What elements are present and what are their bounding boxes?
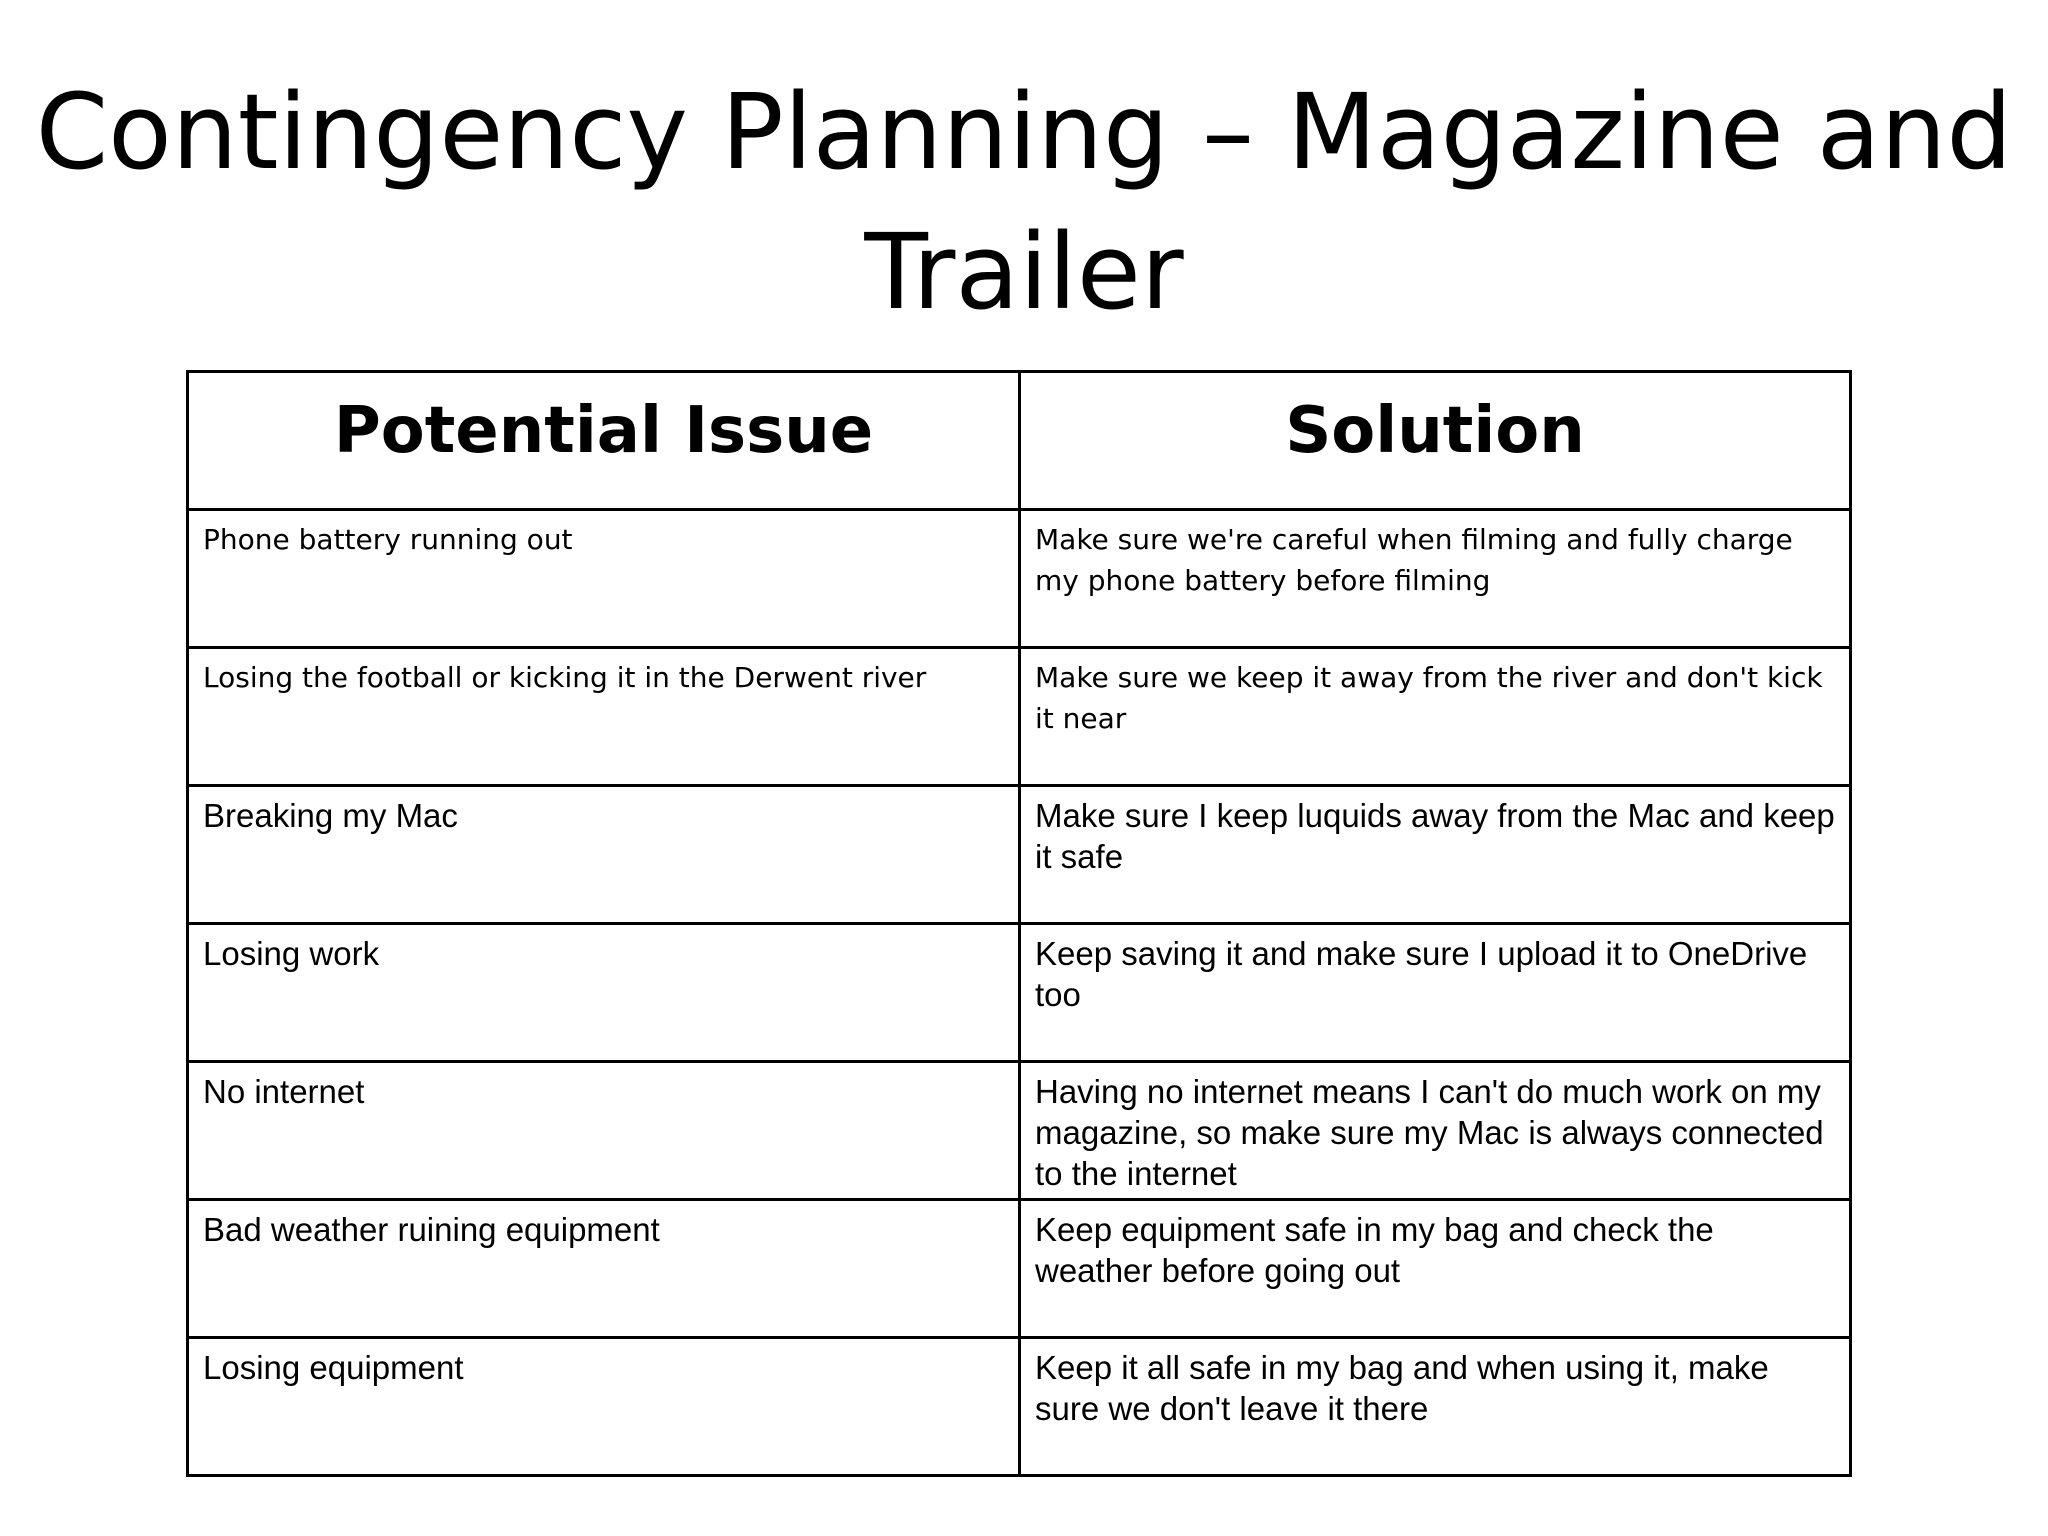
solution-cell: Having no internet means I can't do much work on my magazine, so make sure my Mac is always connected to the internet — [1020, 1062, 1851, 1200]
solution-cell: Make sure I keep luquids away from the Mac and keep it safe — [1020, 786, 1851, 924]
column-header-potential-issue: Potential Issue — [188, 372, 1020, 510]
issue-cell: Bad weather ruining equipment — [188, 1200, 1020, 1338]
slide-title — [0, 62, 2048, 342]
table-row — [188, 786, 1851, 924]
issue-cell: Losing the football or kicking it in the Derwent river — [188, 648, 1020, 786]
table-header-row — [188, 372, 1851, 510]
issue-cell: Losing equipment — [188, 1338, 1020, 1476]
table-row — [188, 1062, 1851, 1200]
issue-cell: Losing work — [188, 924, 1020, 1062]
contingency-table — [186, 370, 1852, 1477]
issue-cell: Phone battery running out — [188, 510, 1020, 648]
issue-cell: No internet — [188, 1062, 1020, 1200]
slide-title-line-2: Trailer — [864, 211, 1184, 333]
table-row — [188, 648, 1851, 786]
table-row — [188, 1200, 1851, 1338]
table-row — [188, 510, 1851, 648]
solution-cell: Make sure we keep it away from the river and don't kick it near — [1020, 648, 1851, 786]
slide-title-line-1: Contingency Planning – Magazine and — [35, 71, 2013, 193]
solution-cell: Keep equipment safe in my bag and check the weather before going out — [1020, 1200, 1851, 1338]
solution-cell: Make sure we're careful when filming and fully charge my phone battery before filming — [1020, 510, 1851, 648]
issue-cell: Breaking my Mac — [188, 786, 1020, 924]
solution-cell: Keep it all safe in my bag and when using it, make sure we don't leave it there — [1020, 1338, 1851, 1476]
table-row — [188, 1338, 1851, 1476]
column-header-solution: Solution — [1020, 372, 1851, 510]
solution-cell: Keep saving it and make sure I upload it to OneDrive too — [1020, 924, 1851, 1062]
table-row — [188, 924, 1851, 1062]
